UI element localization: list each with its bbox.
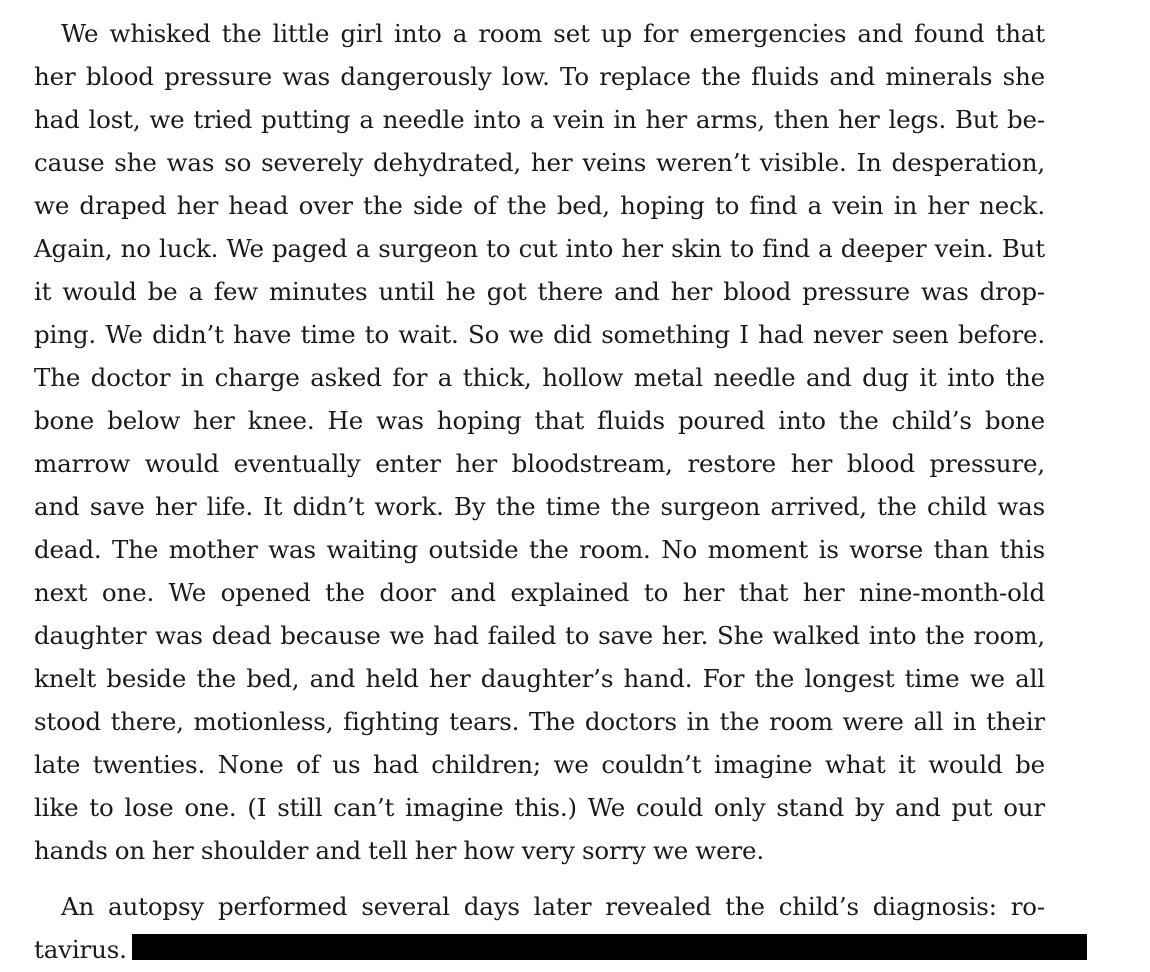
text-line: knelt beside the bed, and held her daughter’s hand. For the longest time we all [34,664,1045,693]
text-line: it would be a few minutes until he got there and her blood pressure was drop- [34,277,1045,306]
text-line: stood there, motionless, fighting tears. The doctors in the room were all in their [34,707,1045,736]
text-line: cause she was so severely dehydrated, her veins weren’t visible. In desperation, [34,148,1045,177]
document-page [34,12,1045,971]
text-line: We whisked the little girl into a room set up for emergencies and found that [61,19,1045,48]
redaction-bar [132,934,1087,960]
text-line: daughter was dead because we had failed to save her. She walked into the room, [34,621,1045,650]
text-line: late twenties. None of us had children; we couldn’t imagine what it would be [34,750,1045,779]
text-line: An autopsy performed several days later revealed the child’s diagnosis: ro- [61,892,1045,921]
text-line: Again, no luck. We paged a surgeon to cut into her skin to find a deeper vein. But [34,234,1045,263]
text-line: tavirus. [34,935,127,964]
text-line: and save her life. It didn’t work. By the time the surgeon arrived, the child was [34,492,1045,521]
text-line: we draped her head over the side of the bed, hoping to find a vein in her neck. [34,191,1045,220]
text-line: bone below her knee. He was hoping that fluids poured into the child’s bone [34,406,1045,435]
text-line: ping. We didn’t have time to wait. So we did something I had never seen before. [34,320,1045,349]
text-line: like to lose one. (I still can’t imagine this.) We could only stand by and put our [34,793,1045,822]
text-line: had lost, we tried putting a needle into a vein in her arms, then her legs. But be- [34,105,1045,134]
paragraph-1 [34,12,1045,872]
text-line: dead. The mother was waiting outside the room. No moment is worse than this [34,535,1045,564]
text-line: The doctor in charge asked for a thick, hollow metal needle and dug it into the [34,363,1045,392]
text-line: her blood pressure was dangerously low. To replace the fluids and minerals she [34,62,1045,91]
text-line: marrow would eventually enter her bloodstream, restore her blood pressure, [34,449,1045,478]
text-line: next one. We opened the door and explained to her that her nine-month-old [34,578,1045,607]
text-line: hands on her shoulder and tell her how very sorry we were. [34,836,765,865]
